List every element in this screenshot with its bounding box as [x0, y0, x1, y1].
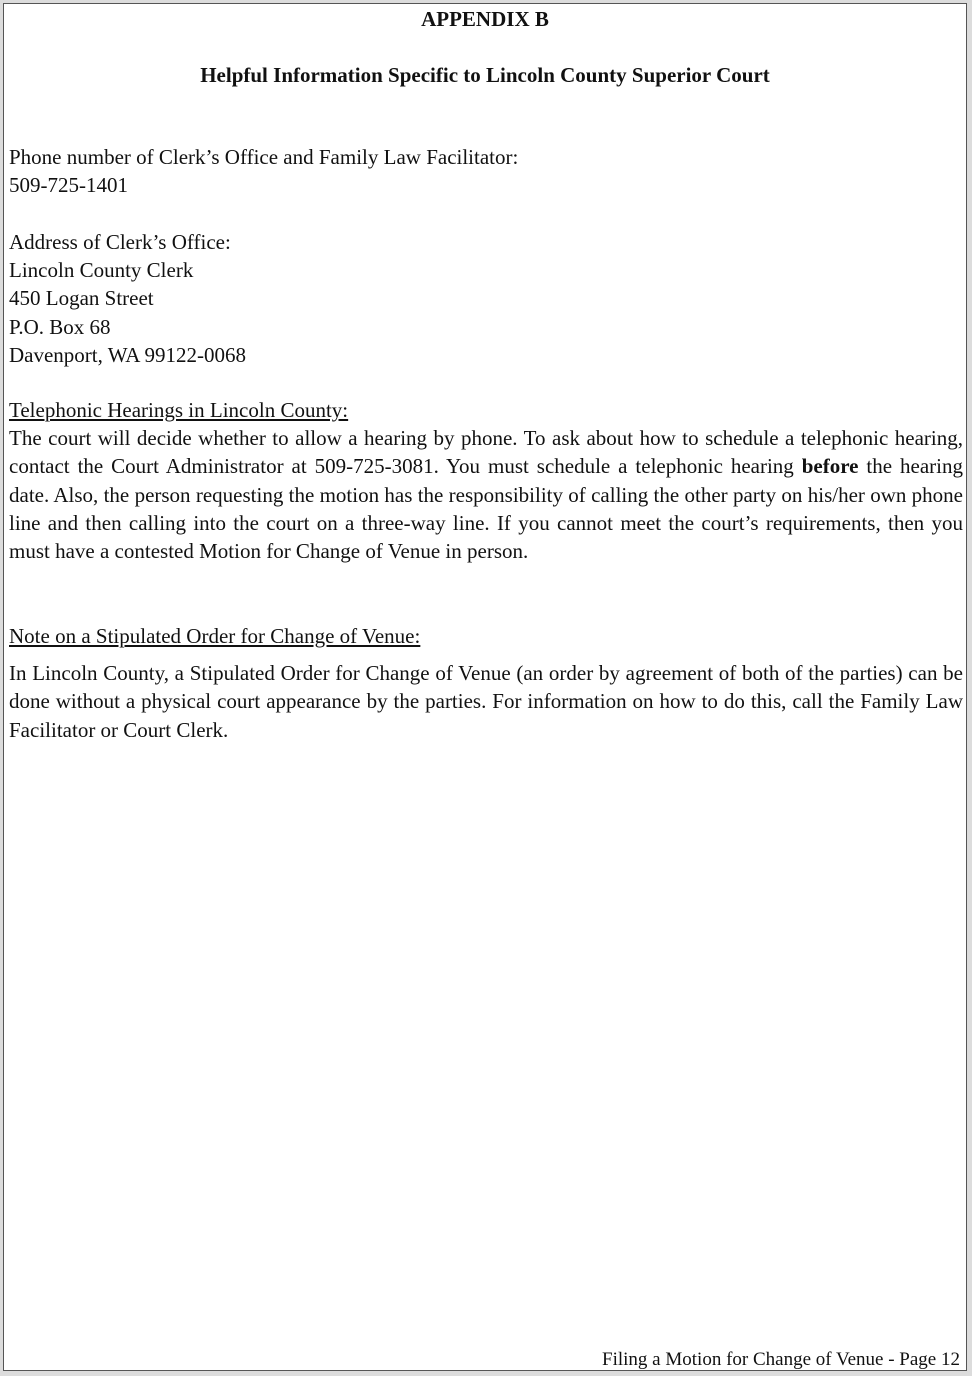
address-label: Address of Clerk’s Office:: [9, 230, 231, 254]
telephonic-heading: Telephonic Hearings in Lincoln County:: [9, 398, 349, 422]
page-subtitle: Helpful Information Specific to Lincoln County Superior Court: [200, 63, 770, 87]
phone-section: [9, 143, 963, 199]
stipulated-paragraph: In Lincoln County, a Stipulated Order for Change of Venue (an order by agreement of both of the parties) can be done without a physical court appearance by the parties. For information on how to do this, call the Family Law Facilitator or Court Clerk.: [9, 661, 963, 742]
document-page: [3, 3, 967, 1371]
phone-number: 509-725-1401: [9, 173, 128, 198]
address-line: 450 Logan Street: [9, 286, 154, 311]
appendix-title: APPENDIX B: [421, 7, 549, 31]
address-line: Lincoln County Clerk: [9, 258, 194, 283]
stipulated-heading: Note on a Stipulated Order for Change of Venue:: [9, 624, 421, 648]
telephonic-paragraph: [9, 424, 963, 565]
stipulated-section: [9, 622, 963, 744]
address-line: Davenport, WA 99122-0068: [9, 342, 246, 367]
telephonic-bold-word: before: [801, 454, 859, 479]
telephonic-text-a: The court will decide whether to allow a hearing by phone. To ask about how to schedule a telephonic hearing, contact the Court Administrator at 509-725-3081. You must schedule a telephonic hearing: [9, 426, 963, 479]
address-line: P.O. Box 68: [9, 314, 111, 339]
page-footer: Filing a Motion for Change of Venue - Page 12: [602, 1349, 960, 1370]
telephonic-section: [9, 396, 963, 565]
phone-label: Phone number of Clerk’s Office and Family Law Facilitator:: [9, 145, 519, 169]
telephonic-text-b: the hearing date. Also, the person requesting the motion has the responsibility of calling the other party on his/her own phone line and then calling into the court on a three-way line. If you cannot meet the court’s requirements, then you must have a contested Motion for Change of Venue in person.: [9, 454, 963, 564]
address-section: [9, 228, 963, 369]
